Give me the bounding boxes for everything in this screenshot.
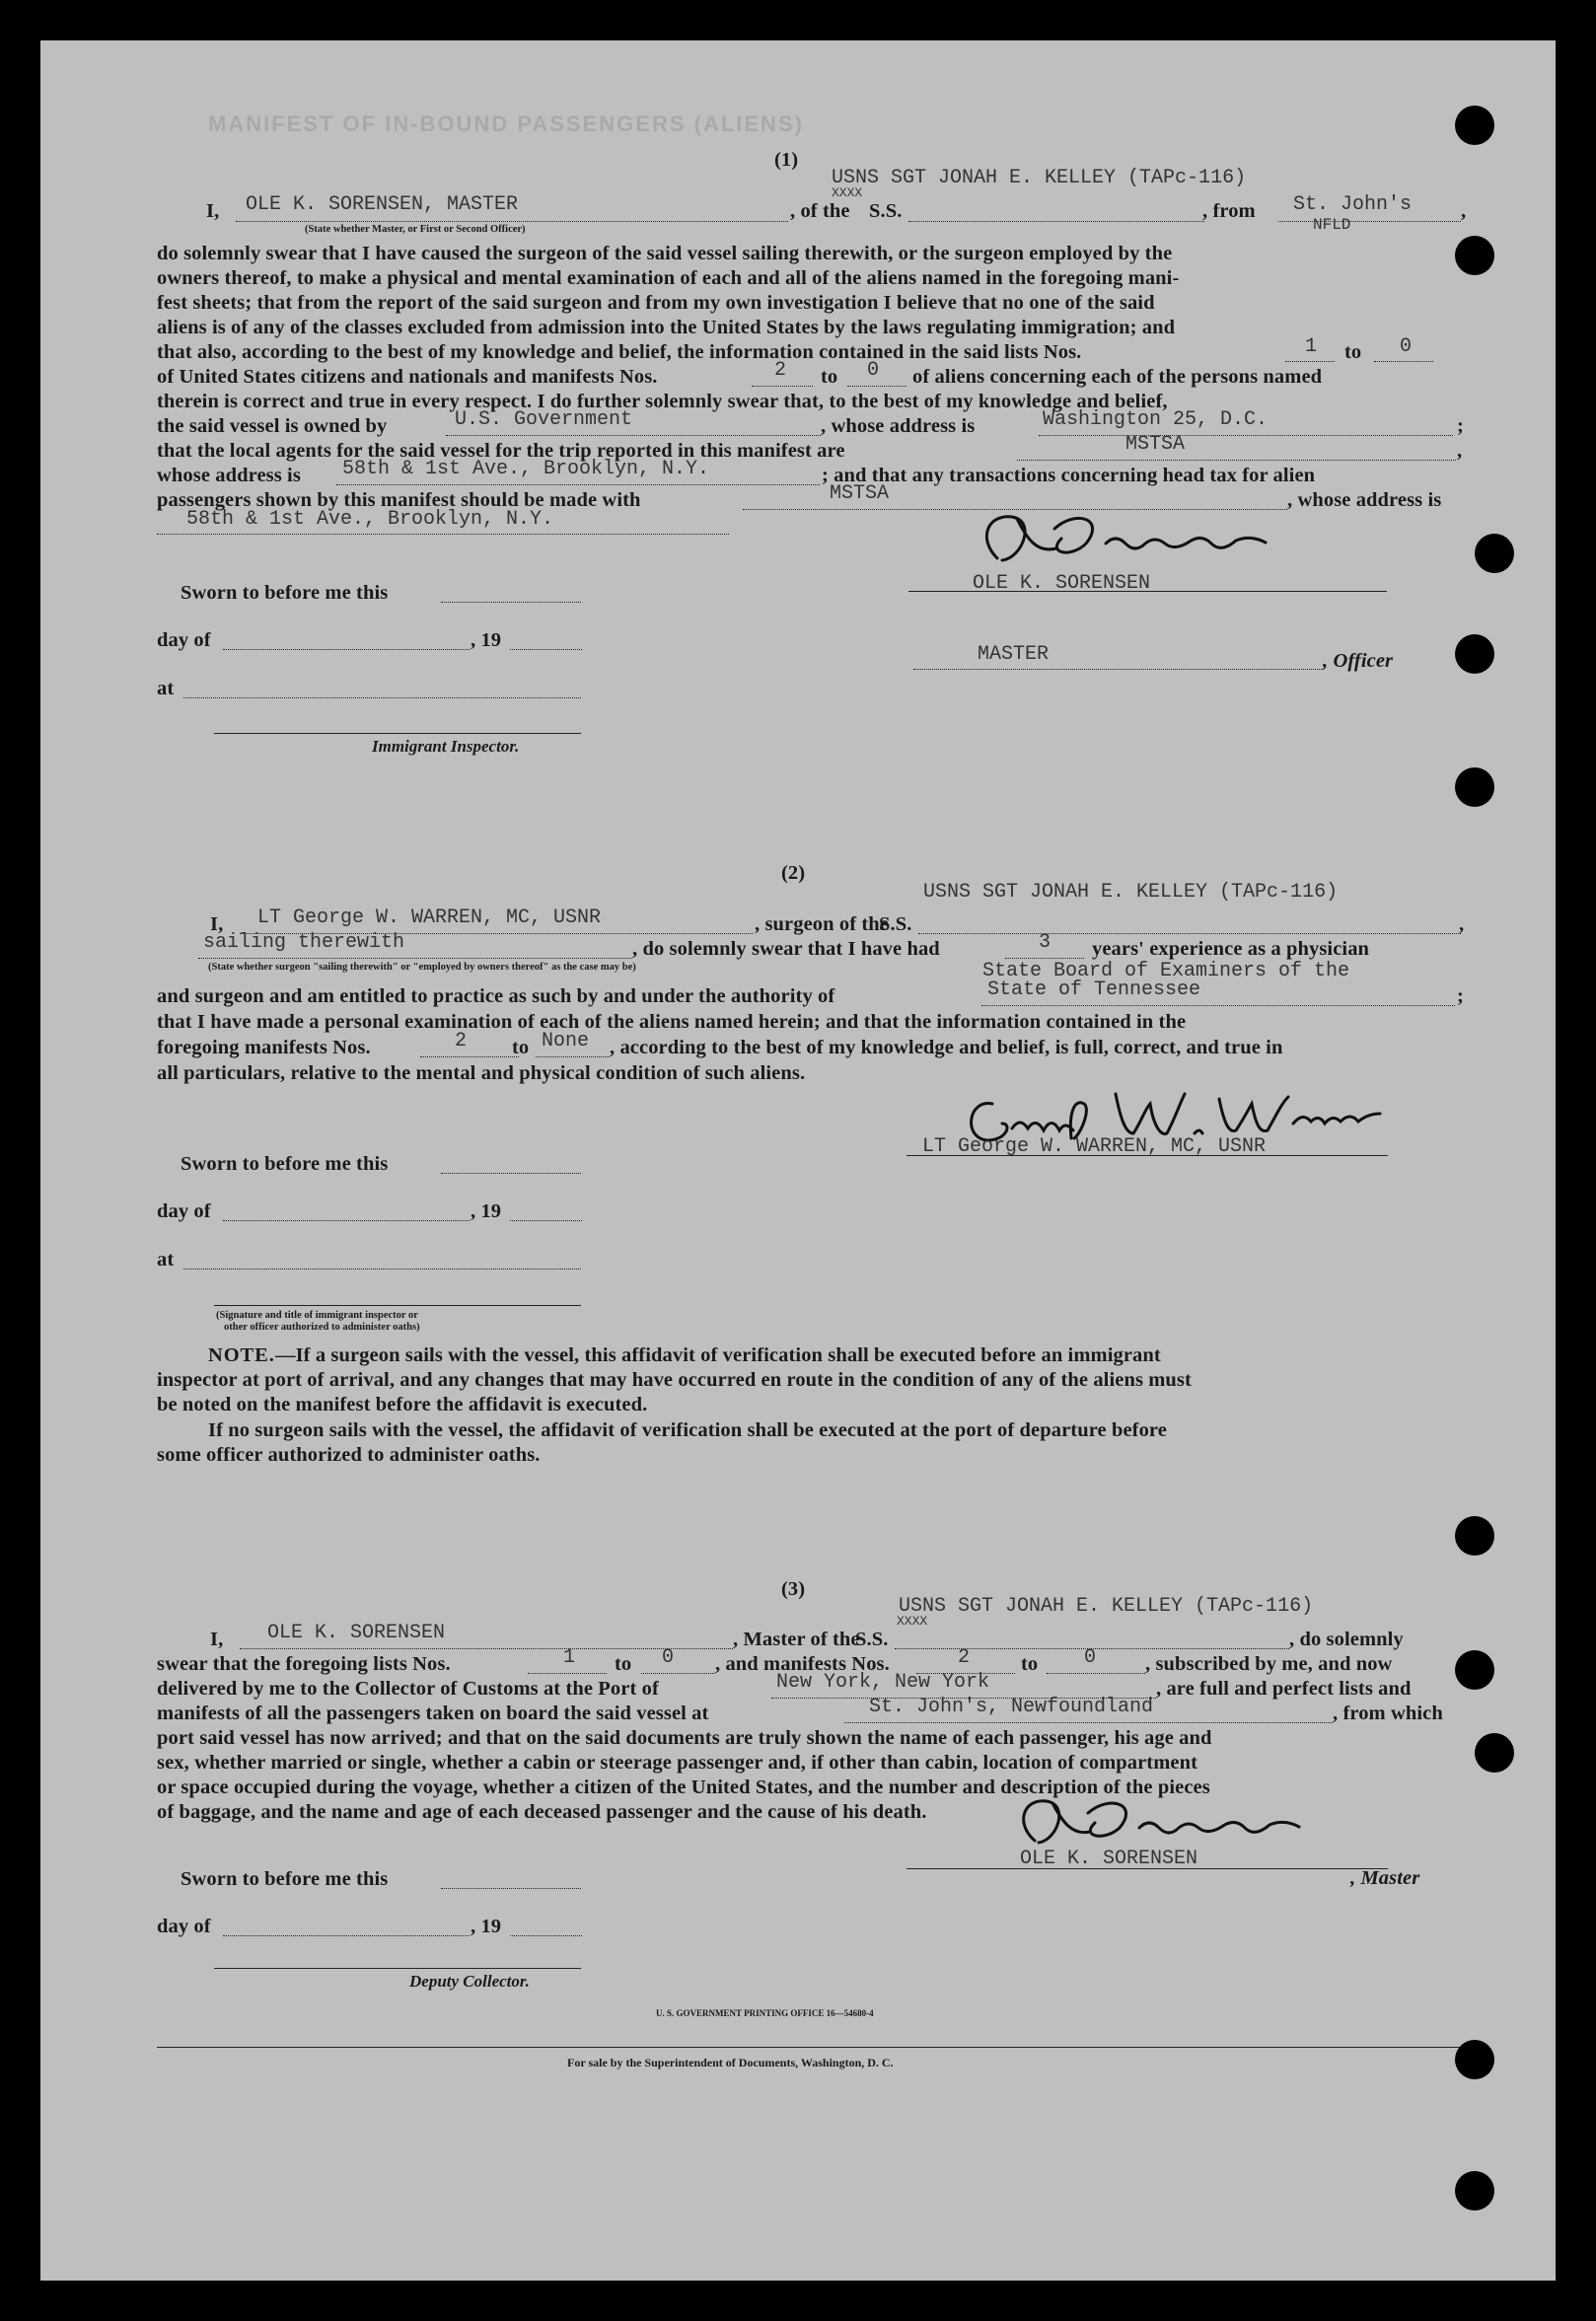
s2-state: State of Tennessee (987, 979, 1201, 1001)
s2-text-line-5b: , according to the best of my knowledge and belief, is full, correct, and true in (610, 1037, 1283, 1058)
s2-year-label: , 19 (471, 1200, 502, 1222)
s3-to-1: to (615, 1653, 632, 1675)
s1-ss-strike: XXXX (832, 185, 863, 200)
s3-solemnly-label: , do solemnly (1289, 1629, 1404, 1650)
s1-vessel-name: USNS SGT JONAH E. KELLEY (TAPc-116) (832, 167, 1247, 189)
s2-sworn-label: Sworn to before me this (181, 1153, 389, 1175)
s1-officer-label: , Officer (1323, 650, 1394, 672)
s3-port-label: delivered by me to the Collector of Customs at the Port of (157, 1678, 659, 1700)
s2-surgeon-of-label: , surgeon of the (755, 913, 889, 935)
s1-from-label: , from (1202, 200, 1256, 222)
s1-tax-address-label: , whose address is (1287, 489, 1442, 511)
punch-hole (1475, 534, 1514, 573)
s1-day-of-label: day of (157, 629, 211, 651)
s3-i-label: I, (210, 1629, 224, 1650)
s3-subscribed-label: , subscribed by me, and now (1145, 1653, 1393, 1675)
s1-at-label: at (157, 678, 175, 699)
section-number-1: (1) (774, 149, 799, 171)
s3-from-which-label: , from which (1333, 1703, 1443, 1724)
s2-note-line-1: —If a surgeon sails with the vessel, this affidavit of verification shall be executed before an immigrant (275, 1344, 1161, 1366)
s1-owner: U.S. Government (455, 408, 633, 431)
s3-manifest-from: 2 (958, 1646, 971, 1669)
punch-hole (1455, 1516, 1494, 1556)
s1-text-line-5: that also, according to the best of my knowledge and belief, the information contained in the said lists Nos. (157, 341, 1082, 363)
s1-text-line-1: do solemnly swear that I have caused the surgeon of the said vessel sailing therewith, or the surgeon employed by the (157, 243, 1173, 264)
s1-manifest-from: 2 (774, 359, 787, 382)
s3-ss-strike: XXXX (897, 1614, 928, 1629)
s1-tax-agent-label: passengers shown by this manifest should be made with (157, 489, 641, 511)
s1-of-the: , of the (790, 200, 850, 222)
s2-text-line-4: that I have made a personal examination of each of the aliens named herein; and that the information contained in the (157, 1011, 1187, 1033)
s1-text-line-6a: of United States citizens and nationals and manifests Nos. (157, 366, 658, 388)
s2-caption-1: (Signature and title of immigrant inspector or (216, 1310, 418, 1321)
punch-hole (1455, 236, 1494, 275)
s1-ss-label: S.S. (869, 200, 903, 222)
s2-vessel-name: USNS SGT JONAH E. KELLEY (TAPc-116) (923, 881, 1339, 904)
s3-departure: St. John's, Newfoundland (869, 1696, 1154, 1718)
s2-manifest-from: 2 (455, 1030, 468, 1052)
s1-agents-address-label: whose address is (157, 465, 301, 486)
s2-i-label: I, (210, 913, 224, 935)
punch-hole (1455, 634, 1494, 674)
s2-ss-label: S.S. (879, 913, 912, 935)
s3-text-line-6: or space occupied during the voyage, whether a citizen of the United States, and the number and description of the pieces (157, 1777, 1210, 1798)
s3-text-line-7: of baggage, and the name and age of each deceased passenger and the cause of his death. (157, 1801, 927, 1823)
s3-master-of-label: , Master of the (733, 1629, 860, 1650)
s1-officer-note: (State whether Master, or First or Second Officer) (305, 224, 526, 235)
s2-caption-2: other officer authorized to administer oaths) (224, 1322, 420, 1333)
s2-to: to (512, 1037, 530, 1058)
s1-rank: MASTER (978, 643, 1050, 666)
s1-owner-address-label: , whose address is (821, 415, 976, 437)
s3-manifest-to: 0 (1084, 1646, 1097, 1669)
s3-text-line-5: sex, whether married or single, whether a cabin or steerage passenger and, if other than cabin, location of compartment (157, 1752, 1198, 1774)
s2-sailing: sailing therewith (203, 931, 405, 954)
punch-hole (1455, 2040, 1494, 2079)
s2-manifests-label: foregoing manifests Nos. (157, 1037, 371, 1058)
s2-note-line-5: some officer authorized to administer oaths. (157, 1444, 541, 1466)
s3-master-name: OLE K. SORENSEN (267, 1622, 446, 1644)
s3-to-2: to (1021, 1653, 1039, 1675)
s3-list-to: 0 (662, 1646, 675, 1669)
s1-signer-name: OLE K. SORENSEN (973, 572, 1151, 595)
s1-text-line-6b: of aliens concerning each of the persons named (912, 366, 1323, 388)
s1-head-tax-label: ; and that any transactions concerning head tax for alien (822, 465, 1316, 486)
s2-experience-label: , do solemnly swear that I have had (632, 938, 940, 960)
s2-note-line-4: If no surgeon sails with the vessel, the affidavit of verification shall be executed at the port of departure before (208, 1419, 1167, 1441)
s2-physician-label: years' experience as a physician (1092, 938, 1370, 960)
s2-years: 3 (1039, 931, 1052, 954)
s2-authority-label: and surgeon and am entitled to practice as such by and under the authority of (157, 985, 835, 1007)
section-number-2: (2) (781, 862, 806, 884)
s1-owner-address: Washington 25, D.C. (1043, 408, 1269, 431)
s2-day-of-label: day of (157, 1200, 211, 1222)
s1-text-line-7: therein is correct and true in every respect. I do further solemnly swear that, to the best of my knowledge and belief, (157, 391, 1168, 412)
s1-i-label: I, (206, 200, 220, 222)
s1-manifest-to: 0 (867, 359, 880, 382)
s1-owned-by-label: the said vessel is owned by (157, 415, 388, 437)
s1-from-country: NFLD (1313, 216, 1351, 234)
s1-text-line-4: aliens is of any of the classes excluded from admission into the United States by the laws regulating immigration; and (157, 317, 1176, 338)
s1-text-line-2: owners thereof, to make a physical and mental examination of each and all of the aliens named in the foregoing mani- (157, 267, 1180, 289)
s2-note-line-2: inspector at port of arrival, and any changes that may have occurred en route in the condition of any of the aliens must (157, 1369, 1192, 1391)
s2-text-line-6: all particulars, relative to the mental and physical condition of such aliens. (157, 1062, 806, 1084)
s3-lists-label: swear that the foregoing lists Nos. (157, 1653, 451, 1675)
punch-hole (1455, 2171, 1494, 2211)
s1-master-name: OLE K. SORENSEN, MASTER (246, 193, 519, 216)
s1-agents-label: that the local agents for the said vessel for the trip reported in this manifest are (157, 440, 845, 462)
s2-at-label: at (157, 1249, 175, 1270)
s3-signer-name: OLE K. SORENSEN (1020, 1848, 1198, 1870)
punch-hole (1455, 1650, 1494, 1690)
footer-gpo: U. S. GOVERNMENT PRINTING OFFICE 16—54680-4 (656, 2008, 874, 2018)
section-number-3: (3) (781, 1578, 806, 1600)
s3-departure-label: manifests of all the passengers taken on board the said vessel at (157, 1703, 709, 1724)
s1-tax-address: 58th & 1st Ave., Brooklyn, N.Y. (186, 508, 554, 531)
manifest-page: MANIFEST OF IN-BOUND PASSENGERS (ALIENS) (1) USNS SGT JONAH E. KELLEY (TAPc-116) XXXX I, OLE K. SORENSEN, MASTER , of the S.S. , from St. John's , NFLD (State whether Master, or First or Second Officer) do solemnly swear that I have caused the surgeon of the said vessel sailing therewith, or the surgeon employed by the owners thereof, to make a physical and mental examination of each and all of the aliens named in the foregoing mani- fest sheets; that from the report of the said surgeon and from my own investigation I believe that no one of the said aliens is of any of the classes excluded from admission into the United States by the laws regulating immigration; and that also, according to the best of my knowledge and belief, the information contained in the said lists Nos. 1 to 0 of United States citizens and nationals and manifests Nos. 2 to 0 of aliens concerning each of the persons named therein is correct and true in every respect. I do further solemnly swear that, to the best of my knowledge and belief, the said vessel is owned by U.S. Government , whose address is Washington 25, D.C. ; that the local agents for the said vessel for the trip reported in this manifest are MSTSA , whose address is 58th & 1st Ave., Brooklyn, N.Y. ; and that any transactions concerning head tax for alien passengers shown by this manifest should be made with MSTSA , whose address is 58th & 1st Ave., Brooklyn, N.Y. Sworn to before me this OLE K. SORENSEN day of , 19 MASTER , Officer at Immigrant Inspector. (2) USNS SGT JONAH E. KELLEY (TAPc-116) I, LT George W. WARREN, MC, USNR , surgeon of the S.S. , sailing therewith , do solemnly swear that I have had 3 years' experience as a physician (State whether surgeon "sailing therewith" or "employed by owners thereof" as the case may be) State Board of Examiners of the and surgeon and am entitled to practice as such by and under the authority of State of Tennessee ; that I have made a personal examination of each of the aliens named herein; and that the information contained in the foregoing manifests Nos. 2 to None , according to the best of my knowledge and belief, is full, correct, and true in all particulars, relative to the mental and physical condition of such aliens. Sworn to before me this LT George W. WARREN, MC, USNR day of , 19 at (Signature and title of immigrant inspector or other officer authorized to administer oaths) NOTE. —If a surgeon sails with the vessel, this affidavit of verification shall be executed before an immigrant inspector at port of arrival, and any changes that may have occurred en route in the condition of any of the aliens must be noted on the manifest before the affidavit is executed. If no surgeon sails with the vessel, the affidavit of verification shall be executed at the port of departure before some officer authorized to administer oaths. (3) USNS SGT JONAH E. KELLEY (TAPc-116) XXXX I, OLE K. SORENSEN , Master of the S.S. , do solemnly swear that the foregoing lists Nos. 1 to 0 , and manifests Nos. 2 to 0 , subscribed by me, and now delivered by me to the Collector of Customs at the Port of New York, New York , are full and perfect lists and manifests of all the passengers taken on board the said vessel at St. John's, Newfoundland , from which port said vessel has now arrived; and that on the said documents are truly shown the name of each passenger, his age and sex, whether married or single, whether a cabin or steerage passenger and, if other than cabin, location of compartment or space occupied during the voyage, whether a citizen of the United States, and the number and description of the pieces of baggage, and the name and age of each deceased passenger and the cause of his death. Sworn to before me this OLE K. SORENSEN , Master day of , 19 Deputy Collector. U. S. GOVERNMENT PRINTING OFFICE 16—54680-4 For sale by the Superintendent of Documents, Washington, D. C. (40, 40, 1556, 2281)
s2-note-label: NOTE. (208, 1344, 275, 1366)
s3-collector-caption: Deputy Collector. (409, 1972, 530, 1991)
punch-hole (1475, 1733, 1514, 1773)
s3-ss-label: S.S. (855, 1629, 889, 1650)
s1-from-port: St. John's (1293, 193, 1413, 216)
s1-to-1: to (1344, 341, 1362, 363)
s3-day-of-label: day of (157, 1916, 211, 1937)
s3-year-label: , 19 (471, 1916, 502, 1937)
s3-text-line-4: port said vessel has now arrived; and that on the said documents are truly shown the name of each passenger, his age and (157, 1727, 1212, 1749)
s1-sworn-label: Sworn to before me this (181, 582, 389, 604)
punch-hole (1455, 767, 1494, 807)
s2-note-line-3: be noted on the manifest before the affidavit is executed. (157, 1394, 648, 1415)
s1-tax-agent: MSTSA (830, 482, 890, 505)
s2-surgeon-name: LT George W. WARREN, MC, USNR (257, 907, 602, 929)
s1-text-line-3: fest sheets; that from the report of the said surgeon and from my own investigation I believe that no one of the said (157, 292, 1155, 314)
bleed-through-title: MANIFEST OF IN-BOUND PASSENGERS (ALIENS) (208, 111, 804, 136)
s1-year-label: , 19 (471, 629, 502, 651)
footer-sale-note: For sale by the Superintendent of Documents, Washington, D. C. (567, 2056, 894, 2069)
s1-inspector-caption: Immigrant Inspector. (372, 737, 520, 756)
s1-list-from: 1 (1305, 335, 1318, 358)
s1-agents-address: 58th & 1st Ave., Brooklyn, N.Y. (342, 458, 710, 480)
punch-hole (1455, 106, 1494, 145)
s2-manifest-to: None (542, 1030, 590, 1052)
s2-signer-name: LT George W. WARREN, MC, USNR (922, 1135, 1267, 1158)
s1-to-2: to (821, 366, 838, 388)
s3-port: New York, New York (776, 1671, 990, 1694)
s2-board: State Board of Examiners of the (982, 960, 1350, 982)
s1-agents: MSTSA (1125, 433, 1186, 456)
s3-vessel-name: USNS SGT JONAH E. KELLEY (TAPc-116) (899, 1595, 1314, 1618)
s1-list-to: 0 (1400, 335, 1413, 358)
s3-lists-perfect-label: , are full and perfect lists and (1156, 1678, 1412, 1700)
s2-surgeon-note: (State whether surgeon "sailing therewith" or "employed by owners thereof" as the case may be) (208, 962, 636, 973)
s3-sworn-label: Sworn to before me this (181, 1868, 389, 1890)
s3-manifests-label: , and manifests Nos. (715, 1653, 890, 1675)
s3-master-label: , Master (1350, 1867, 1420, 1889)
s3-list-from: 1 (563, 1646, 576, 1669)
